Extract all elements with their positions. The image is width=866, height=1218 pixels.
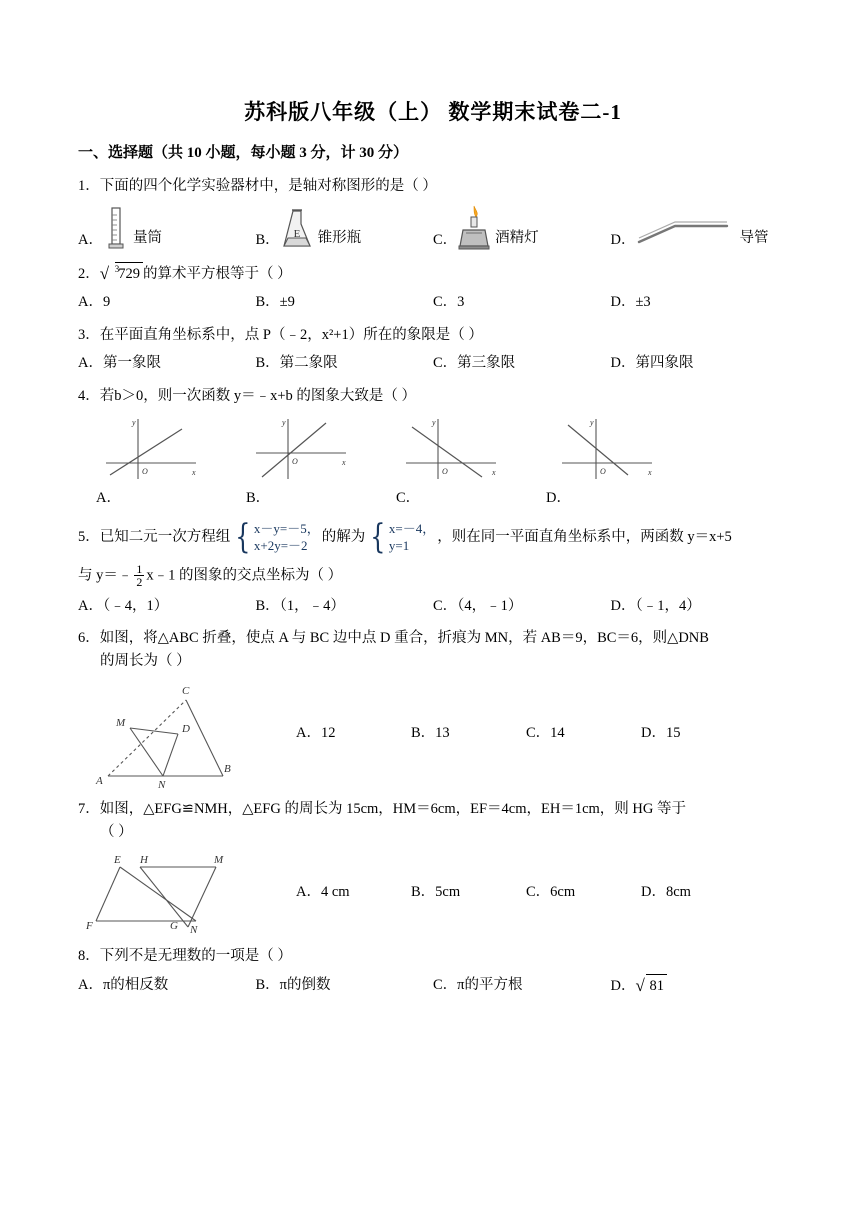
q6-line1: 如图，将△ABC 折叠，使点 A 与 BC 边中点 D 重合，折痕为 MN，若 AB＝9，BC＝6，则△DNB <box>99 630 709 647</box>
q4-number: 4． <box>78 387 100 404</box>
exam-page <box>0 96 866 1218</box>
sys1-row2: x+2y=－2 <box>253 538 308 554</box>
q7-line1: 如图，△EFG≌NMH，△EFG 的周长为 15cm，HM＝6cm，EF＝4cm，EH＝1cm，则 HG 等于 <box>99 801 686 818</box>
q4-graph-c <box>396 413 546 485</box>
q3-choices <box>78 352 788 374</box>
sqrt-81-expression <box>635 974 667 997</box>
cube-root-expression <box>100 262 143 285</box>
q6-choice-a[interactable]: A．12 <box>296 724 336 741</box>
label-E: E <box>114 854 121 867</box>
erlenmeyer-flask-icon <box>280 206 314 252</box>
q6-choice-c[interactable]: C．14 <box>526 724 565 741</box>
q1-choice-a[interactable] <box>78 204 256 252</box>
q8-choices <box>78 974 788 997</box>
sys2-row1: x=－4， <box>388 520 436 536</box>
q5-choice-b[interactable]: B．（1，﹣4） <box>255 597 345 614</box>
question-1 <box>78 175 788 251</box>
question-3 <box>78 324 788 375</box>
label-C: C <box>182 685 190 698</box>
q5-text-mid: 的解为 <box>321 528 366 545</box>
q2-text: 的算术平方根等于（ ） <box>143 265 292 282</box>
q4-graph-a <box>96 413 246 485</box>
q4-choice-c[interactable]: C． <box>396 490 421 507</box>
q1-text: 下面的四个化学实验器材中，是轴对称图形的是（ ） <box>99 178 437 195</box>
left-brace-icon-2: { <box>370 517 386 558</box>
q1-choice-c[interactable] <box>433 204 611 252</box>
q7-choice-b[interactable]: B．5cm <box>411 883 461 900</box>
radical-sign-icon: √ <box>99 263 110 283</box>
q7-choice-c[interactable]: C．6cm <box>526 883 576 900</box>
q5-choice-c[interactable]: C．（4，﹣1） <box>433 597 523 614</box>
q6-triangle-fold-figure <box>78 678 278 788</box>
q2-choice-a[interactable]: A．9 <box>78 294 111 311</box>
q8-choice-a[interactable]: A．π的相反数 <box>78 976 169 993</box>
radicand-81: 81 <box>646 974 667 997</box>
q5-text-post: ，则在同一平面直角坐标系中，两函数 y＝x+5 <box>437 528 732 545</box>
q1-label-b: 锥形瓶 <box>317 230 362 247</box>
q6-choices <box>296 722 756 744</box>
q5-choices <box>78 595 788 617</box>
q8-choice-b[interactable]: B．π的倒数 <box>255 976 331 993</box>
q3-choice-b[interactable]: B．第二象限 <box>255 355 338 372</box>
svg-text:y: y <box>590 418 594 428</box>
q7-choice-a[interactable]: A．4 cm <box>296 883 350 900</box>
q4-choices <box>96 487 788 509</box>
sys2-row2: y=1 <box>388 538 410 554</box>
label-M: M <box>214 854 224 867</box>
q7-choice-d[interactable]: D．8cm <box>641 883 691 900</box>
q6-figure-row <box>78 678 788 788</box>
q8-choice-d[interactable] <box>611 974 789 997</box>
svg-text:x: x <box>192 468 196 478</box>
q6-line2: 的周长为（ ） <box>100 652 191 669</box>
fraction-denominator: 2 <box>136 575 143 590</box>
svg-text:y: y <box>132 418 136 428</box>
q6-number: 6． <box>78 630 100 647</box>
q1-figure-row <box>78 202 788 252</box>
q2-choice-b[interactable]: B．±9 <box>255 294 295 311</box>
q1-choice-c-letter: C． <box>433 232 458 249</box>
label-B: B <box>224 763 231 776</box>
q8-text: 下列不是无理数的一项是（ ） <box>99 948 292 965</box>
q3-choice-a[interactable]: A．第一象限 <box>78 355 161 372</box>
label-F: F <box>86 920 93 933</box>
q5-text-pre: 已知二元一次方程组 <box>99 528 231 545</box>
equation-system-1 <box>232 517 320 558</box>
sys1-row1: x－y=－5， <box>253 520 320 536</box>
q4-figure-row <box>96 413 788 485</box>
q4-graph-b <box>246 413 396 485</box>
q4-graph-d <box>546 413 696 485</box>
svg-text:x: x <box>648 468 652 478</box>
question-5 <box>78 517 788 618</box>
svg-text:y: y <box>282 418 286 428</box>
q7-congruent-triangles-figure <box>78 849 278 935</box>
equation-system-2 <box>367 517 436 558</box>
exam-body <box>78 142 788 997</box>
label-H: H <box>140 854 148 867</box>
q7-choices <box>296 881 756 903</box>
left-brace-icon: { <box>235 517 251 558</box>
fraction-numerator: 1 <box>136 561 143 576</box>
label-G: G <box>170 920 178 933</box>
q7-line2: （ ） <box>100 823 133 840</box>
svg-text:O: O <box>142 467 148 477</box>
q2-number: 2． <box>78 265 100 282</box>
q1-label-a: 量筒 <box>132 230 162 247</box>
q5-line2-pre: 与 y＝﹣ <box>78 567 133 584</box>
q1-choice-a-letter: A． <box>78 232 103 249</box>
label-M: M <box>116 717 126 730</box>
question-7 <box>78 798 788 935</box>
label-N: N <box>190 924 198 936</box>
q8-choice-c[interactable]: C．π的平方根 <box>433 976 523 993</box>
label-D: D <box>182 723 190 736</box>
q3-number: 3． <box>78 326 100 343</box>
svg-text:E: E <box>293 227 301 240</box>
question-4 <box>78 385 788 510</box>
q1-choice-d[interactable] <box>611 212 789 252</box>
q8-choice-d-letter: D． <box>610 977 636 994</box>
q5-number: 5． <box>78 528 100 545</box>
q5-choice-a[interactable]: A．（﹣4，1） <box>78 597 169 614</box>
question-8 <box>78 945 788 997</box>
q3-text: 在平面直角坐标系中，点 P（﹣2，x²+1）所在的象限是（ ） <box>99 326 483 343</box>
q2-choice-d[interactable]: D．±3 <box>610 294 651 311</box>
svg-text:O: O <box>600 467 606 477</box>
q4-choice-a[interactable]: A． <box>96 490 121 507</box>
q3-choice-c[interactable]: C．第三象限 <box>433 355 516 372</box>
fraction-one-half <box>134 563 144 589</box>
q3-choice-d[interactable]: D．第四象限 <box>610 355 694 372</box>
question-6 <box>78 627 788 788</box>
q2-choices <box>78 291 788 313</box>
delivery-tube-icon <box>635 212 735 252</box>
q4-choice-d[interactable]: D． <box>546 490 571 507</box>
page-title: 苏科版八年级（上） 数学期末试卷二-1 <box>244 100 622 124</box>
label-A: A <box>96 775 103 788</box>
q1-number: 1． <box>78 178 100 195</box>
svg-text:O: O <box>442 467 448 477</box>
q5-line2-post: x﹣1 的图象的交点坐标为（ ） <box>146 567 343 584</box>
svg-text:O: O <box>292 457 298 467</box>
q1-label-c: 酒精灯 <box>495 230 539 247</box>
q7-figure-row <box>78 849 788 935</box>
label-N: N <box>158 779 166 789</box>
q6-choice-b[interactable]: B．13 <box>411 724 450 741</box>
q1-choice-d-letter: D． <box>610 232 636 249</box>
alcohol-lamp-icon <box>457 204 491 252</box>
section-heading: 一、选择题（共 10 小题，每小题 3 分，计 30 分） <box>78 145 409 161</box>
q1-choice-b-letter: B． <box>255 232 280 249</box>
graduated-cylinder-icon <box>103 204 129 252</box>
svg-text:y: y <box>432 418 436 428</box>
q1-choice-b[interactable] <box>256 206 434 252</box>
svg-text:x: x <box>492 468 496 478</box>
q7-number: 7． <box>78 801 100 818</box>
q6-choice-d[interactable]: D．15 <box>641 724 681 741</box>
q4-text: 若b＞0，则一次函数 y＝﹣x+b 的图象大致是（ ） <box>99 387 417 404</box>
radicand: 729 <box>115 262 143 285</box>
q8-number: 8． <box>78 948 100 965</box>
q5-choice-d[interactable]: D．（﹣1，4） <box>610 597 701 614</box>
question-2 <box>78 262 788 314</box>
q4-choice-b[interactable]: B． <box>246 490 271 507</box>
q2-choice-c[interactable]: C．3 <box>433 294 465 311</box>
radical-sign-icon-2: √ <box>635 975 645 995</box>
radical-index: 3 <box>114 263 120 274</box>
q1-label-d: 导管 <box>739 230 769 247</box>
svg-text:x: x <box>342 458 346 468</box>
